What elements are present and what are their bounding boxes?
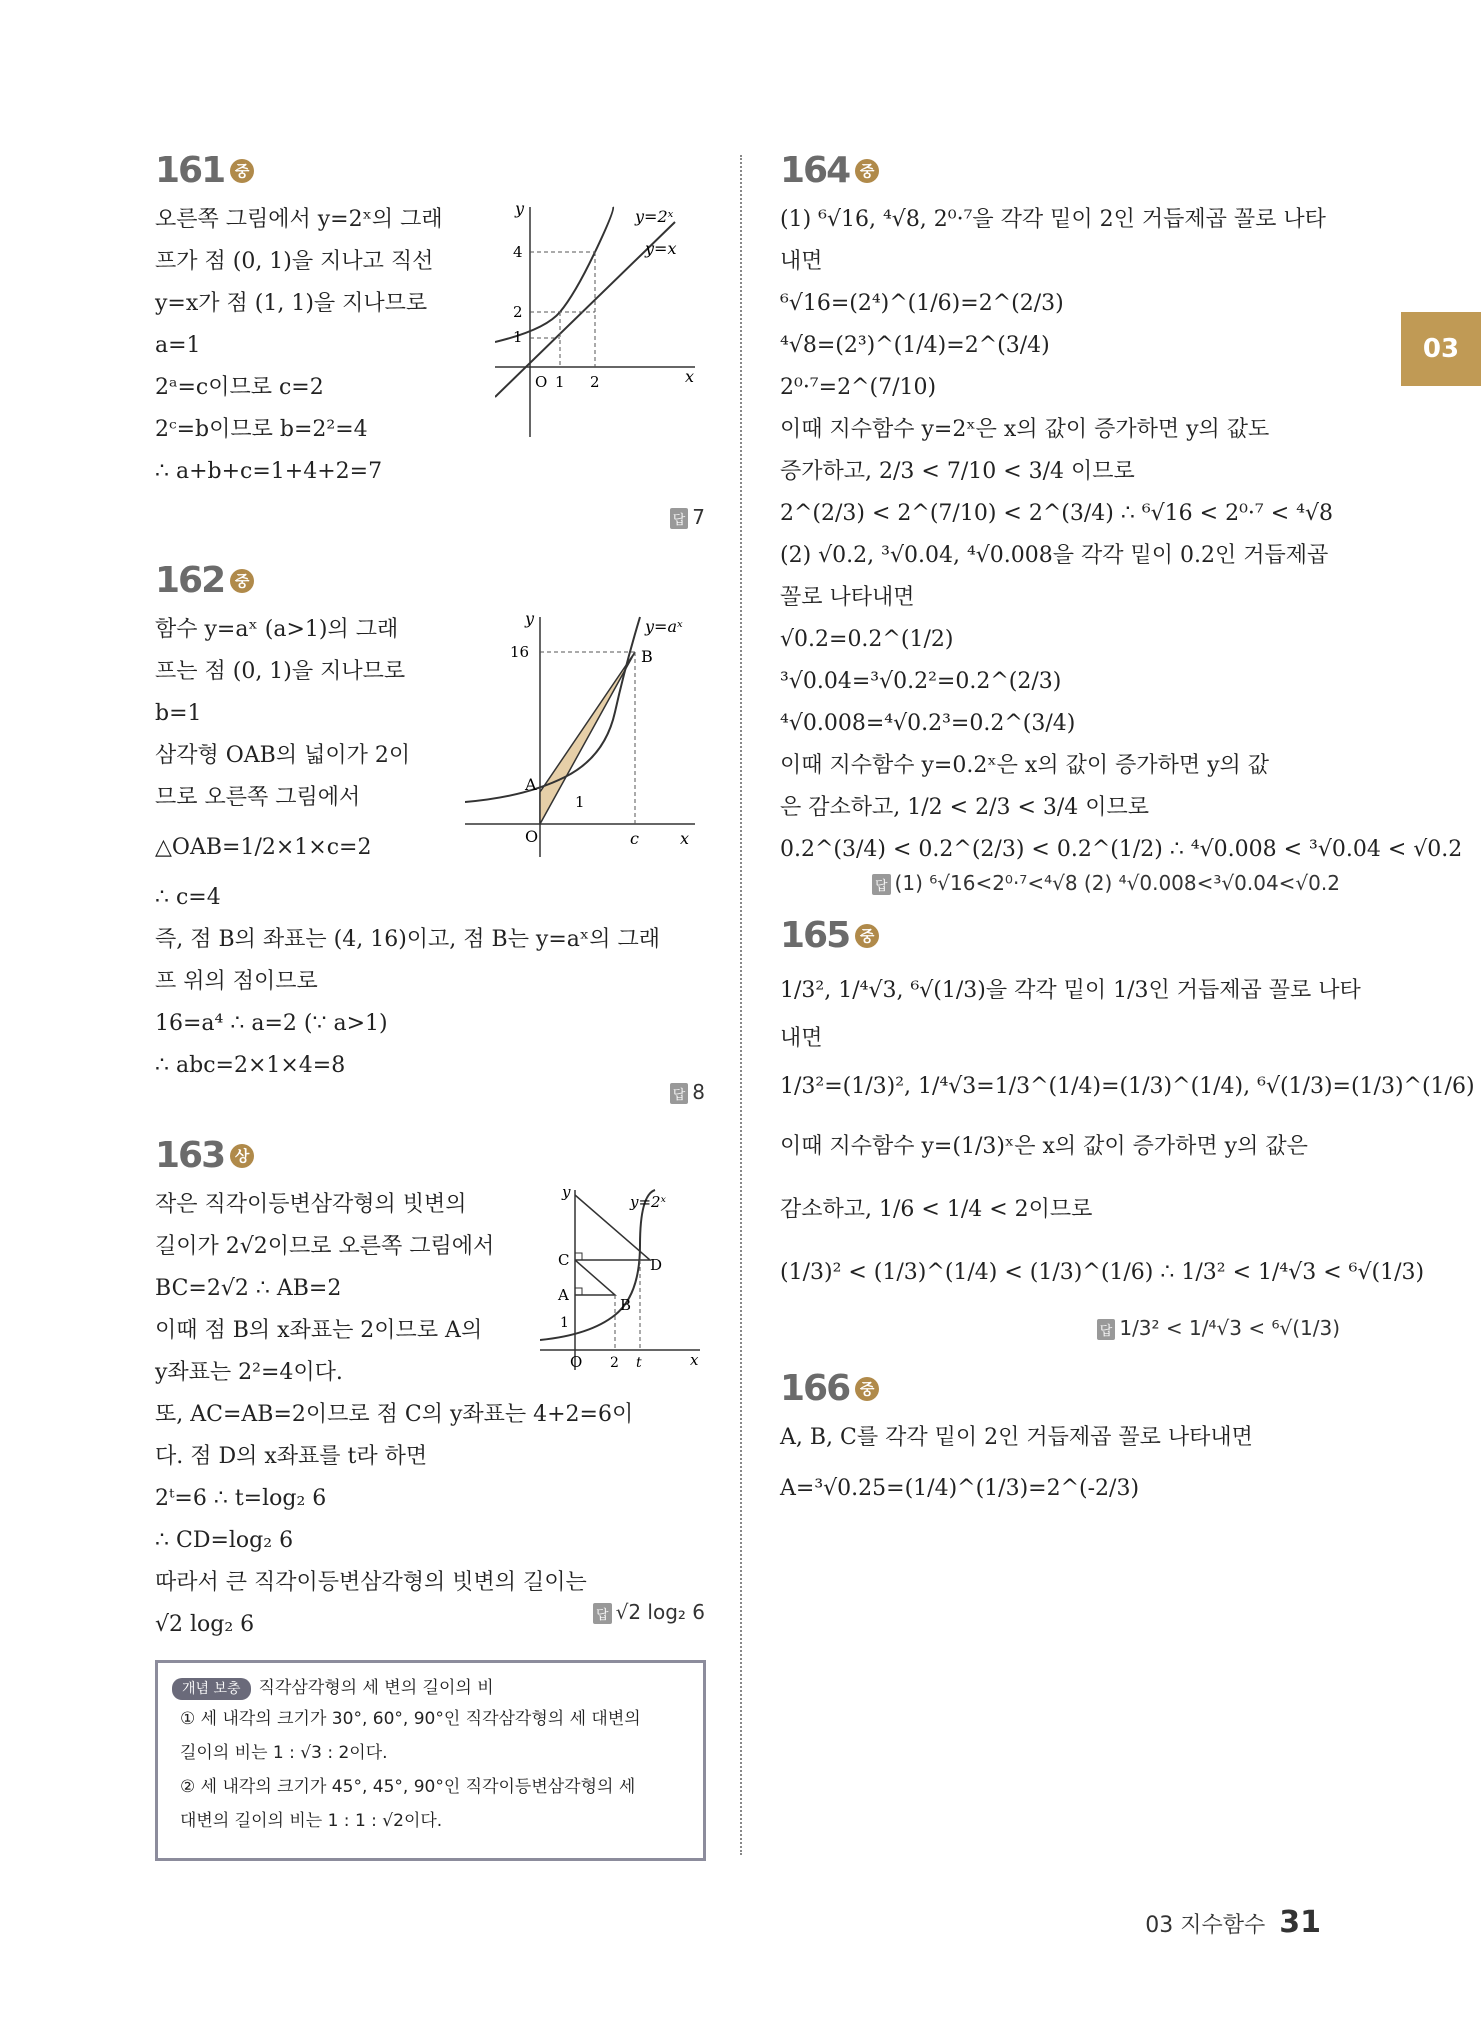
text-line: 2ᵗ=6 ∴ t=log₂ 6	[155, 1486, 327, 1511]
x-tick: 1	[555, 373, 565, 391]
text-line: 오른쪽 그림에서 y=2ˣ의 그래	[155, 207, 443, 232]
answer	[670, 505, 705, 529]
answer	[780, 871, 1340, 895]
note-pill: 개념 보충	[172, 1678, 251, 1700]
text-line: ∴ c=4	[155, 885, 221, 910]
graph-161	[495, 202, 705, 442]
y-tick: 2	[513, 303, 523, 321]
origin-label: O	[535, 373, 548, 391]
note-header	[158, 1663, 703, 1702]
one-label: 1	[575, 793, 585, 811]
problem-162-number: 162	[155, 560, 225, 601]
text-line: 1/3², 1/⁴√3, ⁶√(1/3)을 각각 밑이 1/3인 거듭제곱 꼴로 나타	[780, 978, 1361, 1003]
right-angle-mark	[575, 1253, 582, 1260]
problem-166-number: 166	[780, 1368, 850, 1409]
answer-tag: 답	[593, 1603, 612, 1624]
curve-label: y=2ˣ	[635, 207, 674, 226]
level-badge: 중	[855, 924, 879, 948]
problem-165-number: 165	[780, 915, 850, 956]
text-line: (2) √0.2, ³√0.04, ⁴√0.008을 각각 밑이 0.2인 거듭제곱	[780, 543, 1329, 568]
note-line: 대변의 길이의 비는 1 : 1 : √2이다.	[180, 1811, 443, 1831]
curve-label: y=2ˣ	[630, 1193, 666, 1211]
text-line: √0.2=0.2^(1/2)	[780, 627, 954, 652]
point-c: C	[558, 1251, 570, 1269]
text-line: 내면	[780, 1026, 823, 1051]
answer-value: 1/3² < 1/⁴√3 < ⁶√(1/3)	[1119, 1316, 1340, 1340]
problem-number	[780, 1368, 1340, 1409]
text-line: 2⁰·⁷=2^(7/10)	[780, 375, 937, 400]
note-line: ① 세 내각의 크기가 30°, 60°, 90°인 직각삼각형의 세 대변의	[180, 1709, 641, 1729]
one-label: 1	[560, 1315, 569, 1331]
text-line: √2 log₂ 6	[155, 1612, 255, 1637]
text-line: 16=a⁴ ∴ a=2 (∵ a>1)	[155, 1011, 388, 1036]
text-line: 0.2^(3/4) < 0.2^(2/3) < 0.2^(1/2) ∴ ⁴√0.008 < ³√0.04 < √0.2	[780, 837, 1463, 862]
level-badge: 중	[230, 159, 254, 183]
answer	[593, 1600, 705, 1624]
problem-number	[155, 1135, 705, 1176]
problem-number	[155, 560, 705, 601]
level-badge: 중	[855, 1377, 879, 1401]
text-line: 함수 y=aˣ (a>1)의 그래	[155, 617, 399, 642]
page-number: 31	[1279, 1905, 1321, 1940]
x-axis-label: x	[680, 829, 690, 848]
text-line: △OAB=1/2×1×c=2	[155, 835, 372, 860]
text-line: 이때 지수함수 y=(1/3)ˣ은 x의 값이 증가하면 y의 값은	[780, 1134, 1308, 1159]
text-line: 길이가 2√2이므로 오른쪽 그림에서	[155, 1234, 495, 1259]
point-b: B	[641, 647, 653, 666]
level-badge: 중	[855, 159, 879, 183]
y-axis-label: y	[515, 202, 525, 218]
text-line: ³√0.04=³√0.2²=0.2^(2/3)	[780, 669, 1062, 694]
left-column	[155, 150, 705, 1655]
text-line: 이때 지수함수 y=2ˣ은 x의 값이 증가하면 y의 값도	[780, 417, 1270, 442]
text-line: 2ᵃ=c이므로 c=2	[155, 375, 324, 400]
text-line: a=1	[155, 333, 201, 358]
answer	[780, 1316, 1340, 1340]
point-a: A	[558, 1286, 569, 1304]
text-line: b=1	[155, 701, 202, 726]
text-line: (1) ⁶√16, ⁴√8, 2⁰·⁷을 각각 밑이 2인 거듭제곱 꼴로 나타	[780, 207, 1326, 232]
text-line: y좌표는 2²=4이다.	[155, 1360, 343, 1385]
text-line: 감소하고, 1/6 < 1/4 < 2이므로	[780, 1197, 1093, 1222]
problem-164	[780, 150, 1463, 895]
y-tick: 4	[513, 243, 523, 261]
line-label: y=x	[645, 239, 677, 258]
footer-chapter: 03 지수함수	[1145, 1913, 1266, 1938]
text-line: ⁴√0.008=⁴√0.2³=0.2^(3/4)	[780, 711, 1076, 736]
text-line: (1/3)² < (1/3)^(1/4) < (1/3)^(1/6) ∴ 1/3² < 1/⁴√3 < ⁶√(1/3)	[780, 1260, 1425, 1285]
text-line: y=x가 점 (1, 1)을 지나므로	[155, 291, 428, 316]
note-title: 직각삼각형의 세 변의 길이의 비	[258, 1678, 494, 1698]
right-column	[780, 150, 1475, 1519]
text-line: 즉, 점 B의 좌표는 (4, 16)이고, 점 B는 y=aˣ의 그래	[155, 927, 660, 952]
problem-162	[155, 560, 705, 1135]
answer-tag: 답	[670, 508, 689, 529]
c-label: c	[630, 829, 639, 848]
x-axis-label: x	[690, 1351, 699, 1369]
x-axis-label: x	[685, 367, 695, 386]
text-line: 므로 오른쪽 그림에서	[155, 785, 361, 810]
answer-value: 8	[692, 1080, 705, 1104]
origin-label: O	[570, 1353, 583, 1371]
right-angle-mark	[575, 1288, 582, 1295]
curve-label: y=aˣ	[645, 617, 683, 636]
text-line: 프는 점 (0, 1)을 지나므로	[155, 659, 406, 684]
problem-number	[780, 915, 1340, 956]
x-tick: 2	[610, 1355, 619, 1371]
chapter-tab: 03	[1401, 312, 1481, 386]
y-tick: 1	[513, 328, 523, 346]
text-line: 내면	[780, 249, 823, 274]
text-line: 작은 직각이등변삼각형의 빗변의	[155, 1192, 467, 1217]
origin-label: O	[525, 827, 539, 846]
text-line: 은 감소하고, 1/2 < 2/3 < 3/4 이므로	[780, 795, 1150, 820]
y-axis-label: y	[562, 1185, 571, 1201]
level-badge: 중	[230, 569, 254, 593]
concept-note-box	[155, 1660, 706, 1861]
problem-161-number: 161	[155, 150, 225, 191]
level-badge: 상	[230, 1144, 254, 1168]
text-line: 또, AC=AB=2이므로 점 C의 y좌표는 4+2=6이	[155, 1402, 634, 1427]
y-tick: 16	[510, 643, 530, 661]
text-line: 삼각형 OAB의 넓이가 2이	[155, 743, 411, 768]
text-line: 프가 점 (0, 1)을 지나고 직선	[155, 249, 434, 274]
column-divider	[740, 155, 742, 1855]
answer	[670, 1080, 705, 1104]
point-b: B	[620, 1296, 632, 1314]
text-line: ∴ CD=log₂ 6	[155, 1528, 294, 1553]
problem-163-number: 163	[155, 1135, 225, 1176]
text-line: 이때 점 B의 x좌표는 2이므로 A의	[155, 1318, 483, 1343]
text-line: ⁶√16=(2⁴)^(1/6)=2^(2/3)	[780, 291, 1064, 316]
answer-value: (1) ⁶√16<2⁰·⁷<⁴√8 (2) ⁴√0.008<³√0.04<√0.2	[894, 871, 1340, 895]
graph-163	[540, 1185, 705, 1375]
note-line: 길이의 비는 1 : √3 : 2이다.	[180, 1743, 388, 1763]
answer-value: 7	[692, 505, 705, 529]
y-axis-label: y	[525, 612, 535, 628]
page-footer	[1145, 1905, 1321, 1940]
x-tick: t	[636, 1355, 642, 1371]
text-line: BC=2√2 ∴ AB=2	[155, 1276, 342, 1301]
problem-166	[780, 1368, 1340, 1519]
graph-162	[465, 612, 705, 862]
text-line: 증가하고, 2/3 < 7/10 < 3/4 이므로	[780, 459, 1135, 484]
text-line: 프 위의 점이므로	[155, 969, 318, 994]
problem-number	[780, 150, 1340, 191]
point-a: A	[525, 775, 537, 794]
x-tick: 2	[590, 373, 600, 391]
note-line: ② 세 내각의 크기가 45°, 45°, 90°인 직각이등변삼각형의 세	[180, 1777, 636, 1797]
problem-number	[155, 150, 705, 191]
triangle-oab	[540, 652, 635, 824]
point-d: D	[650, 1256, 663, 1274]
text-line: 2^(2/3) < 2^(7/10) < 2^(3/4) ∴ ⁶√16 < 2⁰·⁷ < ⁴√8	[780, 501, 1333, 526]
text-line: 따라서 큰 직각이등변삼각형의 빗변의 길이는	[155, 1570, 587, 1595]
text-line: 이때 지수함수 y=0.2ˣ은 x의 값이 증가하면 y의 값	[780, 753, 1269, 778]
text-line: A=³√0.25=(1/4)^(1/3)=2^(-2/3)	[780, 1476, 1140, 1501]
text-line: ∴ abc=2×1×4=8	[155, 1053, 346, 1078]
text-line: 꼴로 나타내면	[780, 585, 915, 610]
problem-164-number: 164	[780, 150, 850, 191]
text-line: A, B, C를 각각 밑이 2인 거듭제곱 꼴로 나타내면	[780, 1425, 1253, 1450]
small-triangle	[575, 1260, 615, 1295]
answer-tag: 답	[872, 874, 891, 895]
answer-value: √2 log₂ 6	[615, 1600, 705, 1624]
text-line: ⁴√8=(2³)^(1/4)=2^(3/4)	[780, 333, 1050, 358]
answer-tag: 답	[670, 1083, 689, 1104]
answer-tag: 답	[1097, 1319, 1116, 1340]
text-line: 2ᶜ=b이므로 b=2²=4	[155, 417, 368, 442]
text-line: ∴ a+b+c=1+4+2=7	[155, 459, 383, 484]
text-line: 다. 점 D의 x좌표를 t라 하면	[155, 1444, 428, 1469]
text-line: 1/3²=(1/3)², 1/⁴√3=1/3^(1/4)=(1/3)^(1/4), ⁶√(1/3)=(1/3)^(1/6)	[780, 1074, 1475, 1099]
problem-161	[155, 150, 705, 560]
problem-165	[780, 915, 1475, 1340]
problem-163	[155, 1135, 705, 1655]
